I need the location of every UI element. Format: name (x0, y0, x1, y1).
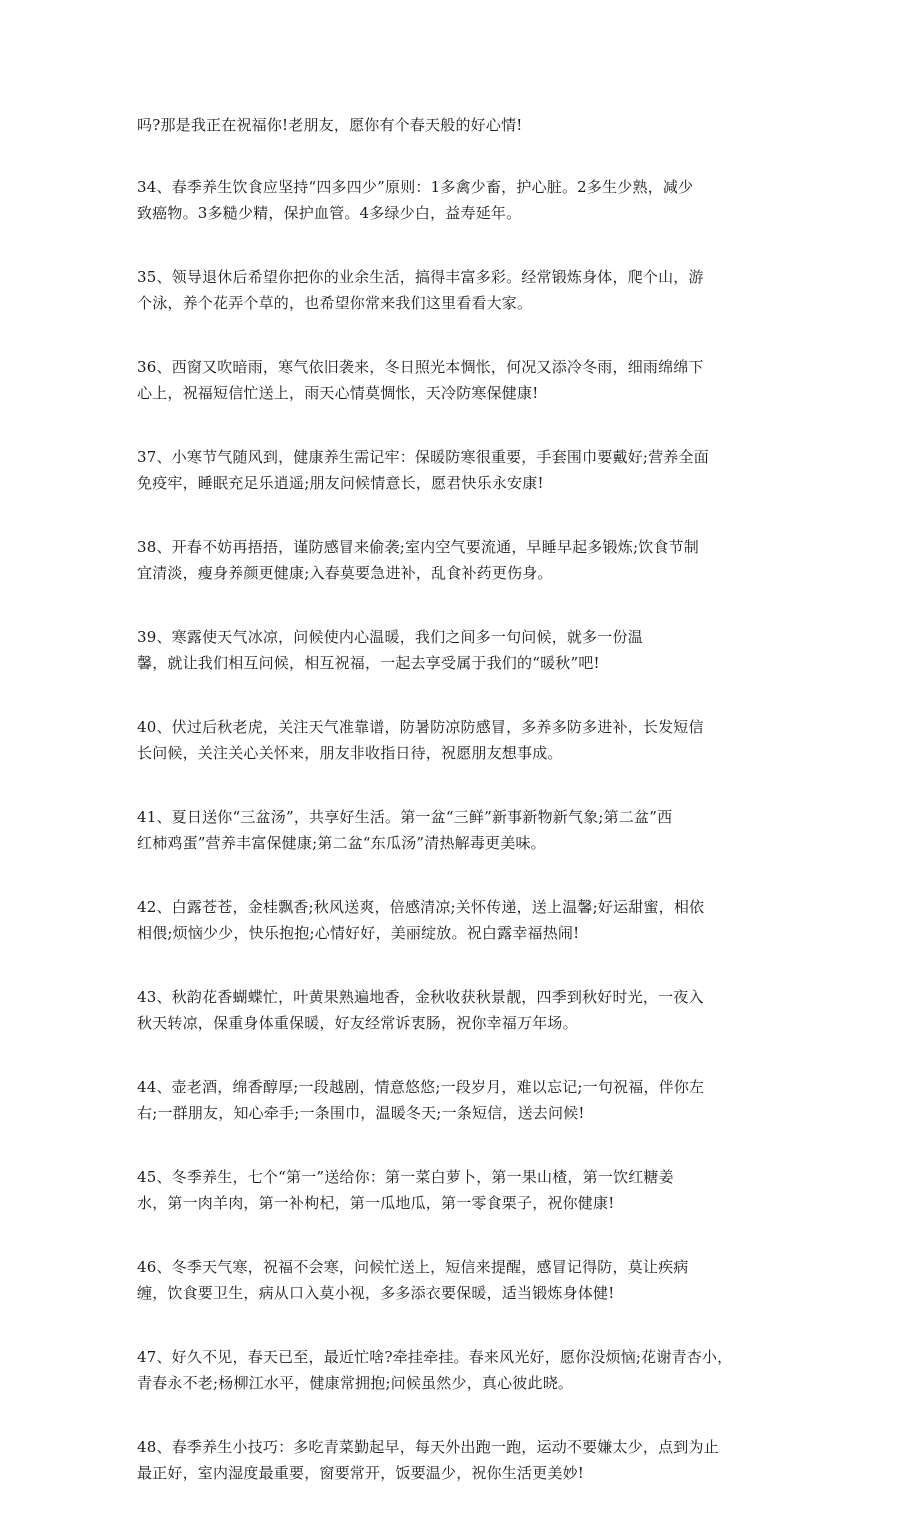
paragraph-41 (137, 804, 787, 856)
paragraph-38 (137, 534, 787, 586)
paragraph-37 (137, 444, 787, 496)
text-line: 相偎;烦恼少少，快乐抱抱;心情好好，美丽绽放。祝白露幸福热闹! (137, 924, 580, 942)
text-line: 心上，祝福短信忙送上，雨天心情莫惆怅，天冷防寒保健康! (137, 384, 539, 402)
text-line: 36、西窗又吹暗雨，寒气依旧袭来，冬日照光本惆怅，何况又添冷冬雨，细雨绵绵下 (137, 358, 704, 376)
text-line: 37、小寒节气随风到，健康养生需记牢：保暖防寒很重要，手套围巾要戴好;营养全面 (137, 448, 709, 466)
text-line: 水，第一肉羊肉，第一补枸杞，第一瓜地瓜，第一零食栗子，祝你健康! (137, 1194, 615, 1212)
paragraph-continuation (137, 112, 787, 138)
paragraph-43 (137, 984, 787, 1036)
paragraph-35 (137, 264, 787, 316)
text-line: 最正好，室内湿度最重要，窗要常开，饭要温少，祝你生活更美妙! (137, 1464, 585, 1482)
text-line: 43、秋韵花香蝴蝶忙，叶黄果熟遍地香，金秋收获秋景靓，四季到秋好时光，一夜入 (137, 988, 704, 1006)
paragraph-47 (137, 1344, 787, 1396)
paragraph-46 (137, 1254, 787, 1306)
text-line: 红柿鸡蛋”营养丰富保健康;第二盆“东瓜汤”清热解毒更美味。 (137, 834, 546, 852)
text-line: 秋天转凉，保重身体重保暖，好友经常诉衷肠，祝你幸福万年场。 (137, 1014, 578, 1032)
text-line: 47、好久不见，春天已至，最近忙啥?牵挂牵挂。春来风光好，愿你没烦恼;花谢青杏小， (137, 1348, 733, 1366)
text-line: 免疫牢，睡眠充足乐逍遥;朋友问候情意长，愿君快乐永安康! (137, 474, 544, 492)
text-line: 39、寒露使天气冰凉，问候使内心温暖，我们之间多一句问候，就多一份温 (137, 628, 643, 646)
paragraph-45 (137, 1164, 787, 1216)
text-line: 缠，饮食要卫生，病从口入莫小视，多多添衣要保暖，适当锻炼身体健! (137, 1284, 615, 1302)
paragraph-44 (137, 1074, 787, 1126)
text-line: 宜清淡，瘦身养颜更健康;入春莫要急进补，乱食补药更伤身。 (137, 564, 553, 582)
text-line: 吗?那是我正在祝福你!老朋友，愿你有个春天般的好心情! (137, 116, 523, 134)
text-line: 41、夏日送你“三盆汤”，共享好生活。第一盆“三鲜”新事新物新气象;第二盆”西 (137, 808, 673, 826)
text-line: 个泳，养个花弄个草的，也希望你常来我们这里看看大家。 (137, 294, 533, 312)
text-line: 46、冬季天气寒，祝福不会寒，问候忙送上，短信来提醒，感冒记得防，莫让疾病 (137, 1258, 689, 1276)
document-body (137, 112, 787, 1524)
paragraph-34 (137, 174, 787, 226)
text-line: 右;一群朋友，知心牵手;一条围巾，温暖冬天;一条短信，送去问候! (137, 1104, 585, 1122)
text-line: 长问候，关注关心关怀来，朋友非收指日待，祝愿朋友想事成。 (137, 744, 563, 762)
text-line: 42、白露苍苍，金桂飘香;秋风送爽，倍感清凉;关怀传递，送上温馨;好运甜蜜，相依 (137, 898, 705, 916)
text-line: 38、开春不妨再捂捂，谨防感冒来偷袭;室内空气要流通，早睡早起多锻炼;饮食节制 (137, 538, 699, 556)
paragraph-36 (137, 354, 787, 406)
text-line: 48、春季养生小技巧：多吃青菜勤起早，每天外出跑一跑，运动不要嫌太少，点到为止 (137, 1438, 719, 1456)
text-line: 致癌物。3多糙少精，保护血管。4多绿少白，益寿延年。 (137, 204, 522, 222)
text-line: 44、壶老酒，绵香醇厚;一段越剧，情意悠悠;一段岁月，难以忘记;一句祝福，伴你左 (137, 1078, 705, 1096)
text-line: 45、冬季养生，七个“第一”送给你：第一菜白萝卜，第一果山楂，第一饮红糖姜 (137, 1168, 674, 1186)
paragraph-40 (137, 714, 787, 766)
paragraph-39 (137, 624, 787, 676)
paragraph-48 (137, 1434, 787, 1486)
text-line: 40、伏过后秋老虎，关注天气准靠谱，防暑防凉防感冒，多养多防多进补，长发短信 (137, 718, 704, 736)
text-line: 青春永不老;杨柳江水平，健康常拥抱;问候虽然少，真心彼此晓。 (137, 1374, 574, 1392)
text-line: 35、领导退休后希望你把你的业余生活，搞得丰富多彩。经常锻炼身体，爬个山，游 (137, 268, 704, 286)
paragraph-42 (137, 894, 787, 946)
text-line: 馨，就让我们相互问候，相互祝福，一起去享受属于我们的“暖秋”吧! (137, 654, 600, 672)
text-line: 34、春季养生饮食应坚持“四多四少”原则：1多禽少畜，护心脏。2多生少熟，减少 (137, 178, 694, 196)
